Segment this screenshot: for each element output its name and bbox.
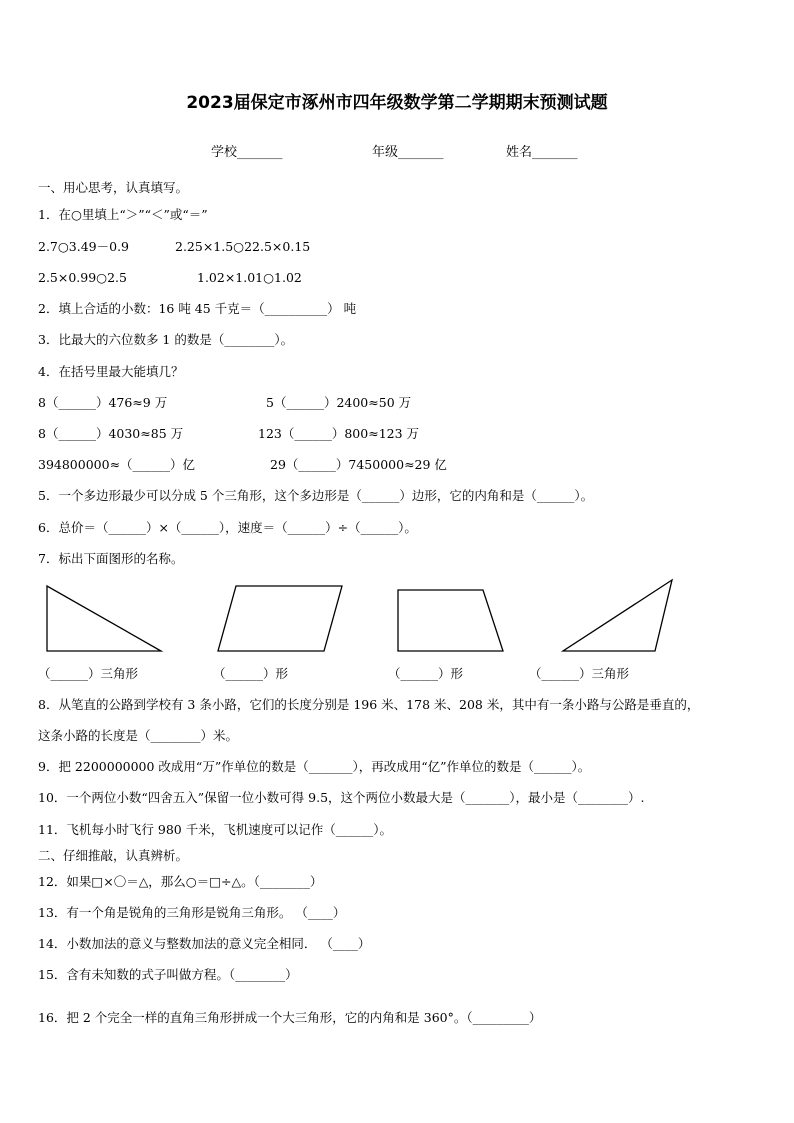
question-13: 13．有一个角是锐角的三角形是锐角三角形。 （____） (38, 905, 346, 920)
question-3: 3．比最大的六位数多 1 的数是（________）。 (38, 332, 294, 347)
right-triangle-figure (47, 586, 162, 652)
question-1d: 1.02×1.01○1.02 (197, 270, 302, 285)
shape-caption-1: （______）三角形 (38, 666, 139, 681)
question-1a: 2.7○3.49－0.9 (38, 239, 129, 254)
question-14: 14．小数加法的意义与整数加法的意义完全相同． （____） (38, 936, 371, 951)
section-2-heading: 二、仔细推敲，认真辨析。 (38, 848, 189, 863)
question-7: 7．标出下面图形的名称。 (38, 551, 184, 566)
question-4c: 8（______）4030≈85 万 (38, 426, 184, 441)
section-1-heading: 一、用心思考，认真填写。 (38, 180, 189, 195)
page-title: 2023届保定市涿州市四年级数学第二学期期末预测试题 (186, 93, 608, 113)
question-1: 1．在○里填上“＞”“＜”或“＝” (38, 207, 208, 222)
shape-caption-3: （______）形 (388, 666, 464, 681)
shape-caption-4: （______）三角形 (529, 666, 630, 681)
question-4e: 394800000≈（______）亿 (38, 457, 196, 472)
parallelogram-figure (218, 586, 343, 652)
question-16: 16．把 2 个完全一样的直角三角形拼成一个大三角形，它的内角和是 360°。（_________） (38, 1010, 542, 1025)
question-15: 15．含有未知数的式子叫做方程。（________） (38, 967, 298, 982)
question-4b: 5（______）2400≈50 万 (266, 395, 412, 410)
question-1b: 2.25×1.5○22.5×0.15 (175, 239, 311, 254)
question-12: 12．如果□×〇＝△，那么○＝□÷△。（________） (38, 874, 323, 889)
question-5: 5．一个多边形最少可以分成 5 个三角形，这个多边形是（______）边形，它的内角和是（______）。 (38, 488, 594, 503)
question-4d: 123（______）800≈123 万 (258, 426, 420, 441)
shape-caption-2: （______）形 (213, 666, 289, 681)
question-8-line-2: 这条小路的长度是（________）米。 (38, 728, 239, 743)
question-4f: 29（______）7450000≈29 亿 (270, 457, 447, 472)
question-4a: 8（______）476≈9 万 (38, 395, 168, 410)
question-2: 2．填上合适的小数：16 吨 45 千克＝（__________） 吨 (38, 301, 357, 316)
name-field: 姓名_______ (506, 145, 578, 160)
school-field: 学校_______ (211, 145, 283, 160)
question-1c: 2.5×0.99○2.5 (38, 270, 127, 285)
question-11: 11．飞机每小时飞行 980 千米，飞机速度可以记作（______）。 (38, 822, 392, 837)
trapezoid-figure (398, 590, 504, 652)
grade-field: 年级_______ (372, 145, 444, 160)
obtuse-triangle-figure (563, 580, 673, 652)
question-8-line-1: 8．从笔直的公路到学校有 3 条小路，它们的长度分别是 196 米、178 米、208 米，其中有一条小路与公路是垂直的， (38, 697, 700, 712)
question-4: 4．在括号里最大能填几？ (38, 364, 184, 379)
question-9: 9．把 2200000000 改成用“万”作单位的数是（_______），再改成用“亿”作单位的数是（______）。 (38, 759, 591, 774)
question-6: 6．总价＝（______）×（______），速度＝（______）÷（______）。 (38, 520, 417, 535)
question-10: 10．一个两位小数“四舍五入”保留一位小数可得 9.5，这个两位小数最大是（_______），最小是（________）. (38, 790, 645, 805)
